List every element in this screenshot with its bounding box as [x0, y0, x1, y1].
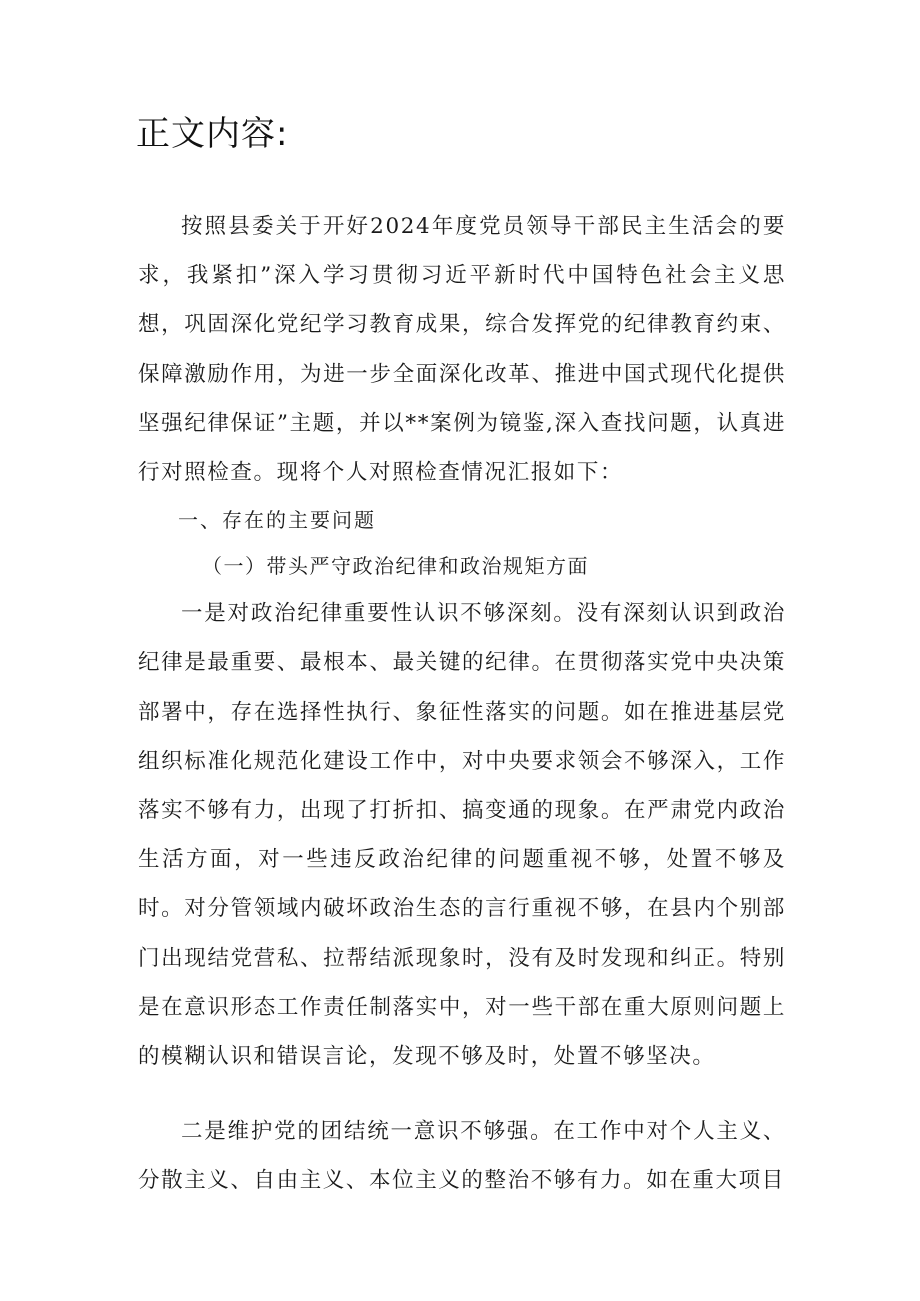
- intro-paragraph: 按照县委关于开好2024年度党员领导干部民主生活会的要求，我紧扣”深入学习贯彻习近平新时代中国特色社会主义思想，巩固深化党纪学习教育成果，综合发挥党的纪律教育约束、保障激励作用，为进一步全面深化改革、推进中国式现代化提供坚强纪律保证”主题，并以**案例为镜鉴,深入查找问题，认真进行对照检查。现将个人对照检查情况汇报如下：: [138, 214, 786, 486]
- document-body: [138, 202, 786, 1206]
- subsection-heading: （一）带头严守政治纪律和政治规矩方面: [202, 554, 589, 579]
- paragraph-gap: [138, 1081, 786, 1107]
- point-two-paragraph: 二是维护党的团结统一意识不够强。在工作中对个人主义、分散主义、自由主义、本位主义的整治不够有力。如在重大项目: [138, 1119, 786, 1194]
- point-one-paragraph: 一是对政治纪律重要性认识不够深刻。没有深刻认识到政治纪律是最重要、最根本、最关键的纪律。在贯彻落实党中央决策部署中，存在选择性执行、象征性落实的问题。如在推进基层党组织标准化规范化建设工作中，对中央要求领会不够深入，工作落实不够有力，出现了打折扣、搞变通的现象。在严肃党内政治生活方面，对一些违反政治纪律的问题重视不够，处置不够及时。对分管领域内破坏政治生态的言行重视不够，在县内个别部门出现结党营私、拉帮结派现象时，没有及时发现和纠正。特别是在意识形态工作责任制落实中，对一些干部在重大原则问题上的模糊认识和错误言论，发现不够及时，处置不够坚决。: [138, 601, 786, 1070]
- section-heading: 一、存在的主要问题: [178, 508, 376, 533]
- document-title: 正文内容:: [136, 114, 289, 154]
